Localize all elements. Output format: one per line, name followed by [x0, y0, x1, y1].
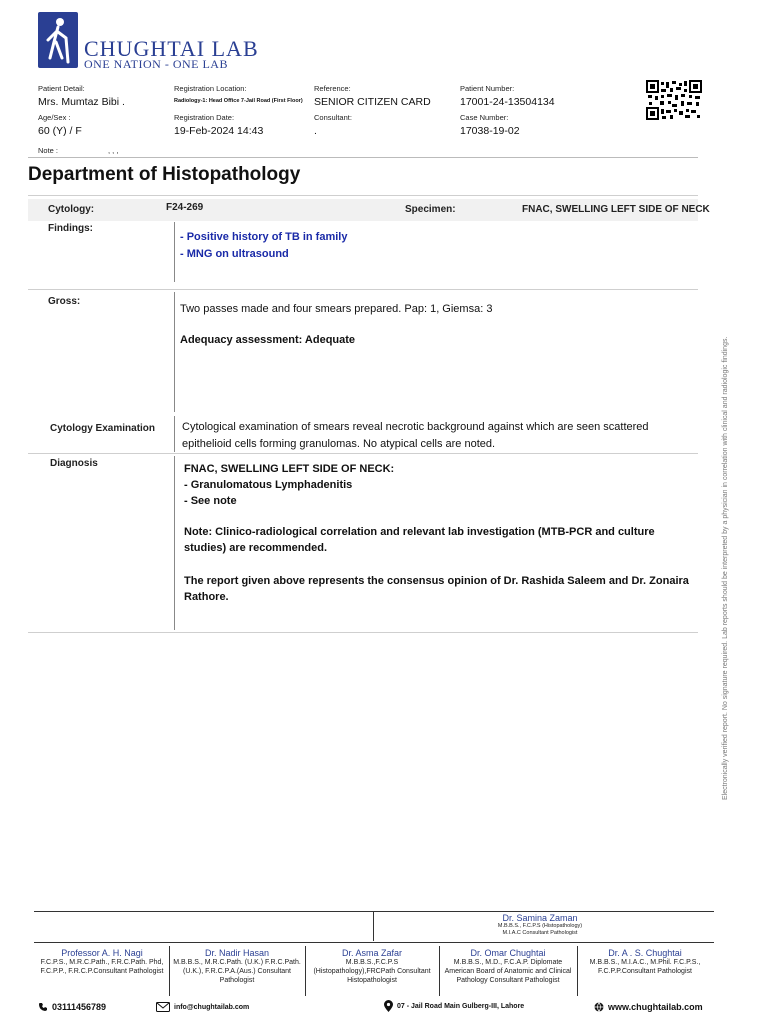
- doctor-name: Dr. Samina Zaman: [502, 913, 578, 923]
- footer-phone[interactable]: [38, 1002, 106, 1012]
- doctor-card: [172, 949, 302, 985]
- footer-address: [384, 1000, 524, 1012]
- qr-code-icon: [646, 80, 702, 120]
- specimen-value: FNAC, SWELLING LEFT SIDE OF NECK: [522, 204, 710, 215]
- findings-label: Findings:: [48, 223, 93, 234]
- doctor-card: [440, 949, 576, 985]
- registration-date: 19-Feb-2024 14:43: [174, 125, 264, 137]
- consultant-value: .: [314, 125, 317, 137]
- doctor-qualifications: M.B.B.S., M.D., F.C.A.P. Diplomate American Board of Anatomic and Clinical Pathology Consultant Pathologist: [444, 959, 572, 984]
- department-title: Department of Histopathology: [28, 164, 301, 185]
- case-number: 17038-19-02: [460, 125, 520, 137]
- doctor-qualifications: M.B.B.S., F.C.P.S (Histopathology): [497, 923, 583, 929]
- doctor-name: Dr. Nadir Hasan: [204, 948, 270, 958]
- gross-label: Gross:: [48, 296, 81, 307]
- consultant-label: Consultant:: [314, 113, 352, 122]
- note-label: Note :: [38, 146, 59, 155]
- diagnosis-line: - Granulomatous Lymphadenitis: [184, 479, 353, 491]
- verification-note: Electronically verified report. No signature required. Lab reports should be interpreted by a physician in correlation with clinical and radiologic findings.: [722, 336, 729, 800]
- patient-detail-label: Patient Detail:: [38, 84, 85, 93]
- registration-location: Radiology-1: Head Office 7-Jail Road (First Floor): [174, 98, 303, 104]
- doctor-name: Dr. Asma Zafar: [341, 948, 403, 958]
- doctor-card: [578, 949, 712, 976]
- finding-item: - MNG on ultrasound: [180, 248, 289, 260]
- brand-tagline: ONE NATION - ONE LAB: [84, 57, 228, 71]
- patient-age: 60 (Y) / F: [38, 125, 82, 137]
- patient-number-label: Patient Number:: [460, 84, 515, 93]
- cytology-exam-text: Cytological examination of smears reveal necrotic background against which are seen scattered epithelioid cells forming granulomas. No atypical cells are noted.: [182, 421, 649, 450]
- reference-label: Reference:: [314, 84, 351, 93]
- doctor-name: Dr. Omar Chughtai: [470, 948, 546, 958]
- finding-item: - Positive history of TB in family: [180, 231, 348, 243]
- note-value: , , ,: [108, 146, 119, 155]
- doctor-qualifications: M.B.B.S., M.I.A.C., M.Phil. F.C.P.S., F.C.P.P.Consultant Pathologist: [589, 959, 701, 975]
- case-number-label: Case Number:: [460, 113, 509, 122]
- location-pin-icon: [384, 1000, 393, 1012]
- cytology-exam-label: Cytology Examination: [50, 423, 156, 434]
- walking-figure-icon: [38, 12, 78, 68]
- reference-value: SENIOR CITIZEN CARD: [314, 96, 431, 108]
- doctor-qualifications: F.C.P.S., M.R.C.Path., F.R.C.Path. Phd, F.C.P.P., F.R.C.P.Consultant Pathologist: [40, 959, 164, 975]
- gross-text: Two passes made and four smears prepared. Pap: 1, Giemsa: 3: [180, 303, 493, 315]
- footer-email[interactable]: [156, 1002, 249, 1012]
- website-url: www.chughtailab.com: [608, 1002, 703, 1012]
- email-address: info@chughtailab.com: [174, 1003, 250, 1011]
- doctor-qualifications: M.B.B.S.,F.C.P.S (Histopathology),FRCPath Consultant Histopathologist: [313, 959, 431, 984]
- diagnosis-title: FNAC, SWELLING LEFT SIDE OF NECK:: [184, 463, 395, 475]
- diagnosis-label: Diagnosis: [50, 458, 98, 469]
- phone-number: 03111456789: [52, 1002, 107, 1012]
- brand-name: CHUGHTAI LAB: [84, 36, 259, 61]
- registration-date-label: Registration Date:: [174, 113, 235, 122]
- specimen-label: Specimen:: [405, 204, 456, 215]
- doctor-qualifications: M.I.A.C Consultant Pathologist: [502, 930, 578, 936]
- doctor-name: Dr. A . S. Chughtai: [608, 948, 682, 958]
- cytology-number: F24-269: [166, 202, 204, 213]
- globe-icon: [594, 1002, 604, 1012]
- age-label: Age/Sex :: [38, 113, 71, 122]
- registration-location-label: Registration Location:: [174, 84, 247, 93]
- diagnosis-note: Note: Clinico-radiological correlation and relevant lab investigation (MTB-PCR and culture studies) are recommended.: [184, 526, 655, 554]
- doctor-top: [470, 914, 610, 937]
- address-text: 07 - Jail Road Main Gulberg-III, Lahore: [397, 1002, 525, 1010]
- cytology-label: Cytology:: [48, 204, 95, 215]
- footer-website[interactable]: [594, 1002, 703, 1012]
- patient-number: 17001-24-13504134: [460, 96, 555, 108]
- logo: [38, 12, 78, 68]
- doctor-card: [36, 949, 168, 976]
- doctor-name: Professor A. H. Nagi: [61, 948, 143, 958]
- patient-name: Mrs. Mumtaz Bibi .: [38, 96, 125, 108]
- mail-icon: [156, 1002, 170, 1012]
- diagnosis-line: - See note: [184, 495, 237, 507]
- doctor-qualifications: M.B.B.S., M.R.C.Path. (U.K.) F.R.C.Path. (U.K.), F.R.C.P.A.(Aus.) Consultant Pathologist: [173, 959, 301, 984]
- adequacy-assessment: Adequacy assessment: Adequate: [180, 334, 356, 346]
- consensus-statement: The report given above represents the consensus opinion of Dr. Rashida Saleem and Dr. Zonaira Rathore.: [184, 575, 689, 603]
- doctor-card: [308, 949, 436, 985]
- phone-icon: [38, 1002, 48, 1012]
